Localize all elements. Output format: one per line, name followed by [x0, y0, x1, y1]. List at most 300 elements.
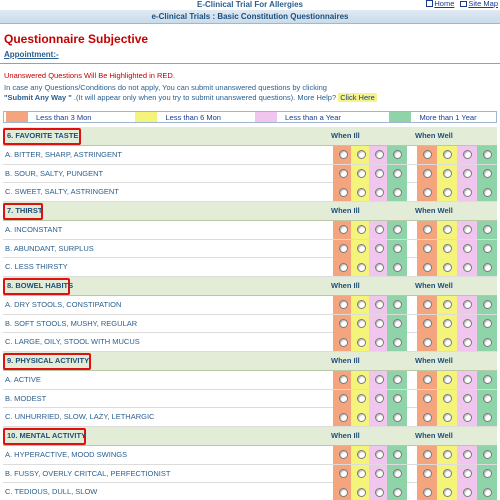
- answer-cell: [477, 371, 497, 389]
- answer-cell: [417, 315, 437, 333]
- answer-radio[interactable]: [375, 225, 384, 234]
- answer-radio[interactable]: [423, 375, 432, 384]
- answer-radio[interactable]: [443, 450, 452, 459]
- answer-radio[interactable]: [375, 319, 384, 328]
- answer-cell: [457, 333, 477, 351]
- question-label: B. MODEST: [5, 393, 47, 403]
- answer-radio[interactable]: [443, 188, 452, 197]
- answer-radio[interactable]: [357, 188, 366, 197]
- answer-radio[interactable]: [423, 338, 432, 347]
- answer-cell: [477, 165, 497, 183]
- answer-radio[interactable]: [483, 413, 492, 422]
- when-ill-header: When Ill: [331, 131, 360, 140]
- answer-cell: [333, 165, 353, 183]
- answer-cell: [369, 146, 389, 164]
- answer-cell: [351, 465, 371, 483]
- answer-radio[interactable]: [423, 319, 432, 328]
- legend-swatch: [255, 112, 277, 122]
- answer-cell: [387, 221, 407, 239]
- answer-radio[interactable]: [393, 225, 402, 234]
- answer-cell: [417, 258, 437, 276]
- answer-cell: [457, 296, 477, 314]
- answer-cell: [437, 258, 457, 276]
- appointment-label: Appointment:-: [4, 50, 59, 59]
- question-row: [3, 221, 497, 240]
- answer-radio[interactable]: [357, 244, 366, 253]
- app-title: E-Clinical Trial For Allergies: [197, 0, 303, 9]
- answer-cell: [369, 483, 389, 500]
- answer-cell: [437, 146, 457, 164]
- answer-radio[interactable]: [393, 413, 402, 422]
- question-label: C. UNHURRIED, SLOW, LAZY, LETHARGIC: [5, 412, 155, 422]
- answer-cell: [477, 221, 497, 239]
- answer-radio[interactable]: [339, 150, 348, 159]
- answer-radio[interactable]: [339, 188, 348, 197]
- answer-radio[interactable]: [483, 263, 492, 272]
- answer-radio[interactable]: [483, 469, 492, 478]
- when-ill-header: When Ill: [331, 431, 360, 440]
- answer-radio[interactable]: [339, 375, 348, 384]
- answer-radio[interactable]: [423, 488, 432, 497]
- answer-radio[interactable]: [423, 263, 432, 272]
- answer-cell: [477, 183, 497, 201]
- when-well-header: When Well: [415, 356, 453, 365]
- legend-swatch: [6, 112, 28, 122]
- answer-cell: [457, 221, 477, 239]
- answer-radio[interactable]: [463, 169, 472, 178]
- answer-radio[interactable]: [463, 319, 472, 328]
- answer-cell: [477, 258, 497, 276]
- answer-cell: [333, 390, 353, 408]
- answer-radio[interactable]: [339, 394, 348, 403]
- answer-cell: [417, 371, 437, 389]
- answer-cell: [457, 483, 477, 500]
- answer-radio[interactable]: [443, 300, 452, 309]
- answer-radio[interactable]: [483, 244, 492, 253]
- answer-cell: [457, 146, 477, 164]
- legend-swatch: [135, 112, 157, 122]
- legend-label: Less than 6 Mon: [165, 112, 221, 122]
- answer-cell: [477, 146, 497, 164]
- category-header: [3, 352, 497, 371]
- answer-cell: [477, 446, 497, 464]
- answer-cell: [333, 333, 353, 351]
- when-ill-header: When Ill: [331, 281, 360, 290]
- answer-cell: [417, 390, 437, 408]
- answer-radio[interactable]: [393, 188, 402, 197]
- answer-cell: [417, 221, 437, 239]
- answer-cell: [437, 165, 457, 183]
- question-row: [3, 390, 497, 409]
- answer-cell: [333, 240, 353, 258]
- answer-cell: [369, 221, 389, 239]
- legend-swatch: [389, 112, 411, 122]
- answer-cell: [387, 183, 407, 201]
- answer-cell: [369, 333, 389, 351]
- answer-cell: [457, 371, 477, 389]
- question-row: [3, 483, 497, 500]
- answer-radio[interactable]: [339, 469, 348, 478]
- answer-cell: [437, 333, 457, 351]
- question-label: B. ABUNDANT, SURPLUS: [5, 243, 94, 253]
- question-row: [3, 165, 497, 184]
- answer-radio[interactable]: [483, 394, 492, 403]
- answer-cell: [437, 183, 457, 201]
- answer-cell: [387, 315, 407, 333]
- answer-radio[interactable]: [463, 488, 472, 497]
- answer-radio[interactable]: [483, 488, 492, 497]
- when-ill-header: When Ill: [331, 356, 360, 365]
- answer-radio[interactable]: [375, 450, 384, 459]
- answer-cell: [477, 315, 497, 333]
- answer-radio[interactable]: [375, 244, 384, 253]
- answer-cell: [437, 221, 457, 239]
- answer-cell: [437, 483, 457, 500]
- answer-cell: [351, 483, 371, 500]
- click-here-link[interactable]: Click Here: [340, 93, 375, 102]
- answer-radio[interactable]: [393, 319, 402, 328]
- home-icon: [426, 0, 433, 7]
- question-row: [3, 296, 497, 315]
- answer-radio[interactable]: [339, 244, 348, 253]
- answer-cell: [369, 408, 389, 426]
- answer-radio[interactable]: [357, 413, 366, 422]
- answer-radio[interactable]: [483, 300, 492, 309]
- answer-cell: [333, 408, 353, 426]
- answer-cell: [477, 333, 497, 351]
- answer-radio[interactable]: [357, 150, 366, 159]
- legend-label: More than 1 Year: [419, 112, 477, 122]
- answer-cell: [387, 165, 407, 183]
- answer-radio[interactable]: [483, 188, 492, 197]
- answer-cell: [417, 408, 437, 426]
- answer-cell: [369, 446, 389, 464]
- answer-radio[interactable]: [339, 488, 348, 497]
- answer-cell: [351, 408, 371, 426]
- answer-cell: [387, 408, 407, 426]
- answer-cell: [351, 315, 371, 333]
- answer-cell: [351, 333, 371, 351]
- top-banner: [0, 0, 500, 10]
- answer-cell: [417, 240, 437, 258]
- legend-item: [133, 112, 253, 122]
- legend-item: [4, 112, 133, 122]
- answer-cell: [351, 183, 371, 201]
- answer-radio[interactable]: [463, 263, 472, 272]
- answer-cell: [369, 371, 389, 389]
- question-label: A. DRY STOOLS, CONSTIPATION: [5, 299, 122, 309]
- divider: [0, 63, 500, 64]
- answer-radio[interactable]: [339, 263, 348, 272]
- answer-radio[interactable]: [463, 394, 472, 403]
- answer-radio[interactable]: [339, 319, 348, 328]
- answer-cell: [351, 371, 371, 389]
- answer-cell: [387, 240, 407, 258]
- category-title: 6. FAVORITE TASTE: [7, 131, 79, 140]
- answer-radio[interactable]: [375, 338, 384, 347]
- answer-radio[interactable]: [443, 488, 452, 497]
- answer-cell: [333, 315, 353, 333]
- answer-radio[interactable]: [393, 450, 402, 459]
- question-row: [3, 465, 497, 484]
- question-row: [3, 371, 497, 390]
- answer-radio[interactable]: [463, 188, 472, 197]
- question-row: [3, 446, 497, 465]
- answer-radio[interactable]: [483, 375, 492, 384]
- question-label: C. TEDIOUS, DULL, SLOW: [5, 487, 98, 497]
- answer-cell: [333, 258, 353, 276]
- legend-label: Less than 3 Mon: [36, 112, 92, 122]
- answer-cell: [369, 296, 389, 314]
- answer-radio[interactable]: [375, 169, 384, 178]
- answer-radio[interactable]: [375, 469, 384, 478]
- answer-cell: [333, 296, 353, 314]
- answer-radio[interactable]: [357, 394, 366, 403]
- answer-cell: [369, 315, 389, 333]
- answer-radio[interactable]: [375, 488, 384, 497]
- question-row: [3, 183, 497, 202]
- when-well-header: When Well: [415, 431, 453, 440]
- answer-cell: [351, 258, 371, 276]
- answer-radio[interactable]: [423, 188, 432, 197]
- answer-cell: [351, 240, 371, 258]
- question-row: [3, 146, 497, 165]
- answer-radio[interactable]: [339, 225, 348, 234]
- page-title: Questionnaire Subjective: [4, 32, 149, 46]
- answer-cell: [351, 221, 371, 239]
- info-text-1: In case any Questions/Conditions do not apply, You can submit unanswered questions by clicking: [4, 83, 327, 92]
- answer-radio[interactable]: [393, 375, 402, 384]
- answer-radio[interactable]: [463, 300, 472, 309]
- answer-cell: [333, 183, 353, 201]
- answer-cell: [387, 333, 407, 351]
- answer-radio[interactable]: [357, 263, 366, 272]
- answer-radio[interactable]: [393, 263, 402, 272]
- answer-radio[interactable]: [357, 338, 366, 347]
- answer-cell: [477, 465, 497, 483]
- question-label: B. SOUR, SALTY, PUNGENT: [5, 168, 104, 178]
- category-header: [3, 277, 497, 296]
- answer-cell: [477, 483, 497, 500]
- answer-cell: [477, 296, 497, 314]
- answer-radio[interactable]: [423, 300, 432, 309]
- answer-radio[interactable]: [443, 244, 452, 253]
- answer-radio[interactable]: [483, 169, 492, 178]
- question-label: C. SWEET, SALTY, ASTRINGENT: [5, 187, 119, 197]
- answer-cell: [457, 165, 477, 183]
- answer-radio[interactable]: [375, 188, 384, 197]
- question-label: C. LESS THIRSTY: [5, 262, 68, 272]
- when-ill-header: When Ill: [331, 206, 360, 215]
- answer-cell: [417, 146, 437, 164]
- answer-radio[interactable]: [357, 375, 366, 384]
- answer-cell: [477, 240, 497, 258]
- answer-radio[interactable]: [443, 319, 452, 328]
- banner-links: [426, 0, 498, 8]
- sitemap-icon: [460, 1, 467, 7]
- answer-cell: [457, 315, 477, 333]
- answer-cell: [437, 371, 457, 389]
- answer-radio[interactable]: [375, 413, 384, 422]
- question-row: [3, 333, 497, 352]
- when-well-header: When Well: [415, 131, 453, 140]
- answer-radio[interactable]: [463, 338, 472, 347]
- answer-radio[interactable]: [483, 450, 492, 459]
- answer-cell: [417, 333, 437, 351]
- answer-radio[interactable]: [463, 244, 472, 253]
- answer-cell: [457, 465, 477, 483]
- answer-radio[interactable]: [463, 450, 472, 459]
- answer-radio[interactable]: [339, 300, 348, 309]
- duration-legend: [3, 111, 497, 123]
- answer-radio[interactable]: [483, 319, 492, 328]
- answer-radio[interactable]: [357, 450, 366, 459]
- answer-cell: [333, 146, 353, 164]
- answer-radio[interactable]: [423, 150, 432, 159]
- answer-radio[interactable]: [423, 225, 432, 234]
- answer-radio[interactable]: [463, 413, 472, 422]
- answer-radio[interactable]: [357, 469, 366, 478]
- answer-cell: [369, 390, 389, 408]
- answer-cell: [387, 296, 407, 314]
- question-label: A. HYPERACTIVE, MOOD SWINGS: [5, 449, 128, 459]
- answer-cell: [437, 240, 457, 258]
- answer-radio[interactable]: [393, 150, 402, 159]
- answer-radio[interactable]: [483, 225, 492, 234]
- category-header: [3, 127, 497, 146]
- answer-cell: [457, 446, 477, 464]
- category-header: [3, 427, 497, 446]
- answer-radio[interactable]: [375, 263, 384, 272]
- answer-radio[interactable]: [443, 169, 452, 178]
- answer-radio[interactable]: [357, 225, 366, 234]
- answer-radio[interactable]: [393, 169, 402, 178]
- info-text-2: .(It will appear only when you try to submit unanswered questions). More Help?: [73, 93, 337, 102]
- answer-radio[interactable]: [463, 375, 472, 384]
- question-row: [3, 315, 497, 334]
- answer-radio[interactable]: [357, 488, 366, 497]
- answer-radio[interactable]: [393, 488, 402, 497]
- answer-radio[interactable]: [443, 375, 452, 384]
- answer-radio[interactable]: [393, 394, 402, 403]
- question-label: A. ACTIVE: [5, 374, 41, 384]
- answer-cell: [369, 465, 389, 483]
- answer-radio[interactable]: [463, 150, 472, 159]
- answer-radio[interactable]: [423, 413, 432, 422]
- answer-cell: [351, 146, 371, 164]
- answer-cell: [351, 165, 371, 183]
- submit-anyway-text: "Submit Any Way ": [4, 93, 72, 102]
- answer-radio[interactable]: [339, 338, 348, 347]
- answer-cell: [387, 146, 407, 164]
- answer-cell: [477, 408, 497, 426]
- answer-cell: [369, 165, 389, 183]
- answer-radio[interactable]: [423, 469, 432, 478]
- answer-cell: [333, 465, 353, 483]
- answer-cell: [333, 446, 353, 464]
- answer-radio[interactable]: [375, 150, 384, 159]
- legend-label: Less than a Year: [284, 112, 341, 122]
- answer-radio[interactable]: [339, 450, 348, 459]
- answer-radio[interactable]: [339, 413, 348, 422]
- category-title: 8. BOWEL HABITS: [7, 281, 74, 290]
- answer-cell: [457, 183, 477, 201]
- answer-radio[interactable]: [443, 338, 452, 347]
- unanswered-warning: Unanswered Questions Will Be Highlighted in RED.: [4, 71, 175, 80]
- answer-cell: [387, 446, 407, 464]
- answer-cell: [417, 165, 437, 183]
- answer-cell: [437, 315, 457, 333]
- answer-cell: [437, 465, 457, 483]
- answer-radio[interactable]: [443, 413, 452, 422]
- question-row: [3, 258, 497, 277]
- answer-cell: [369, 240, 389, 258]
- answer-radio[interactable]: [423, 450, 432, 459]
- answer-cell: [417, 446, 437, 464]
- answer-radio[interactable]: [443, 469, 452, 478]
- answer-radio[interactable]: [463, 469, 472, 478]
- answer-cell: [417, 465, 437, 483]
- answer-cell: [457, 408, 477, 426]
- answer-radio[interactable]: [375, 300, 384, 309]
- answer-radio[interactable]: [393, 300, 402, 309]
- question-label: C. LARGE, OILY, STOOL WITH MUCUS: [5, 337, 140, 347]
- question-label: A. INCONSTANT: [5, 224, 63, 234]
- answer-radio[interactable]: [423, 394, 432, 403]
- sitemap-link[interactable]: Site Map: [460, 0, 498, 8]
- answer-cell: [351, 446, 371, 464]
- answer-radio[interactable]: [443, 225, 452, 234]
- answer-radio[interactable]: [393, 244, 402, 253]
- answer-cell: [477, 390, 497, 408]
- answer-cell: [333, 221, 353, 239]
- answer-radio[interactable]: [483, 338, 492, 347]
- help-info: [4, 83, 500, 103]
- sub-banner: e-Clinical Trials : Basic Constitution Questionnaires: [0, 10, 500, 24]
- answer-cell: [417, 183, 437, 201]
- home-link[interactable]: Home: [426, 0, 454, 8]
- answer-radio[interactable]: [423, 169, 432, 178]
- answer-cell: [369, 258, 389, 276]
- answer-radio[interactable]: [357, 169, 366, 178]
- question-label: B. FUSSY, OVERLY CRITCAL, PERFECTIONIST: [5, 468, 171, 478]
- category-header: [3, 202, 497, 221]
- answer-radio[interactable]: [483, 150, 492, 159]
- answer-radio[interactable]: [423, 244, 432, 253]
- answer-radio[interactable]: [393, 469, 402, 478]
- answer-cell: [351, 296, 371, 314]
- answer-cell: [387, 371, 407, 389]
- answer-radio[interactable]: [443, 263, 452, 272]
- answer-cell: [333, 483, 353, 500]
- answer-radio[interactable]: [443, 394, 452, 403]
- answer-radio[interactable]: [393, 338, 402, 347]
- when-well-header: When Well: [415, 206, 453, 215]
- answer-radio[interactable]: [357, 319, 366, 328]
- questionnaire-table: [3, 127, 497, 500]
- answer-radio[interactable]: [339, 169, 348, 178]
- legend-item: [387, 112, 496, 122]
- answer-radio[interactable]: [463, 225, 472, 234]
- answer-cell: [457, 258, 477, 276]
- answer-radio[interactable]: [443, 150, 452, 159]
- answer-cell: [387, 483, 407, 500]
- answer-cell: [369, 183, 389, 201]
- answer-radio[interactable]: [375, 375, 384, 384]
- answer-radio[interactable]: [375, 394, 384, 403]
- answer-cell: [387, 390, 407, 408]
- answer-radio[interactable]: [357, 300, 366, 309]
